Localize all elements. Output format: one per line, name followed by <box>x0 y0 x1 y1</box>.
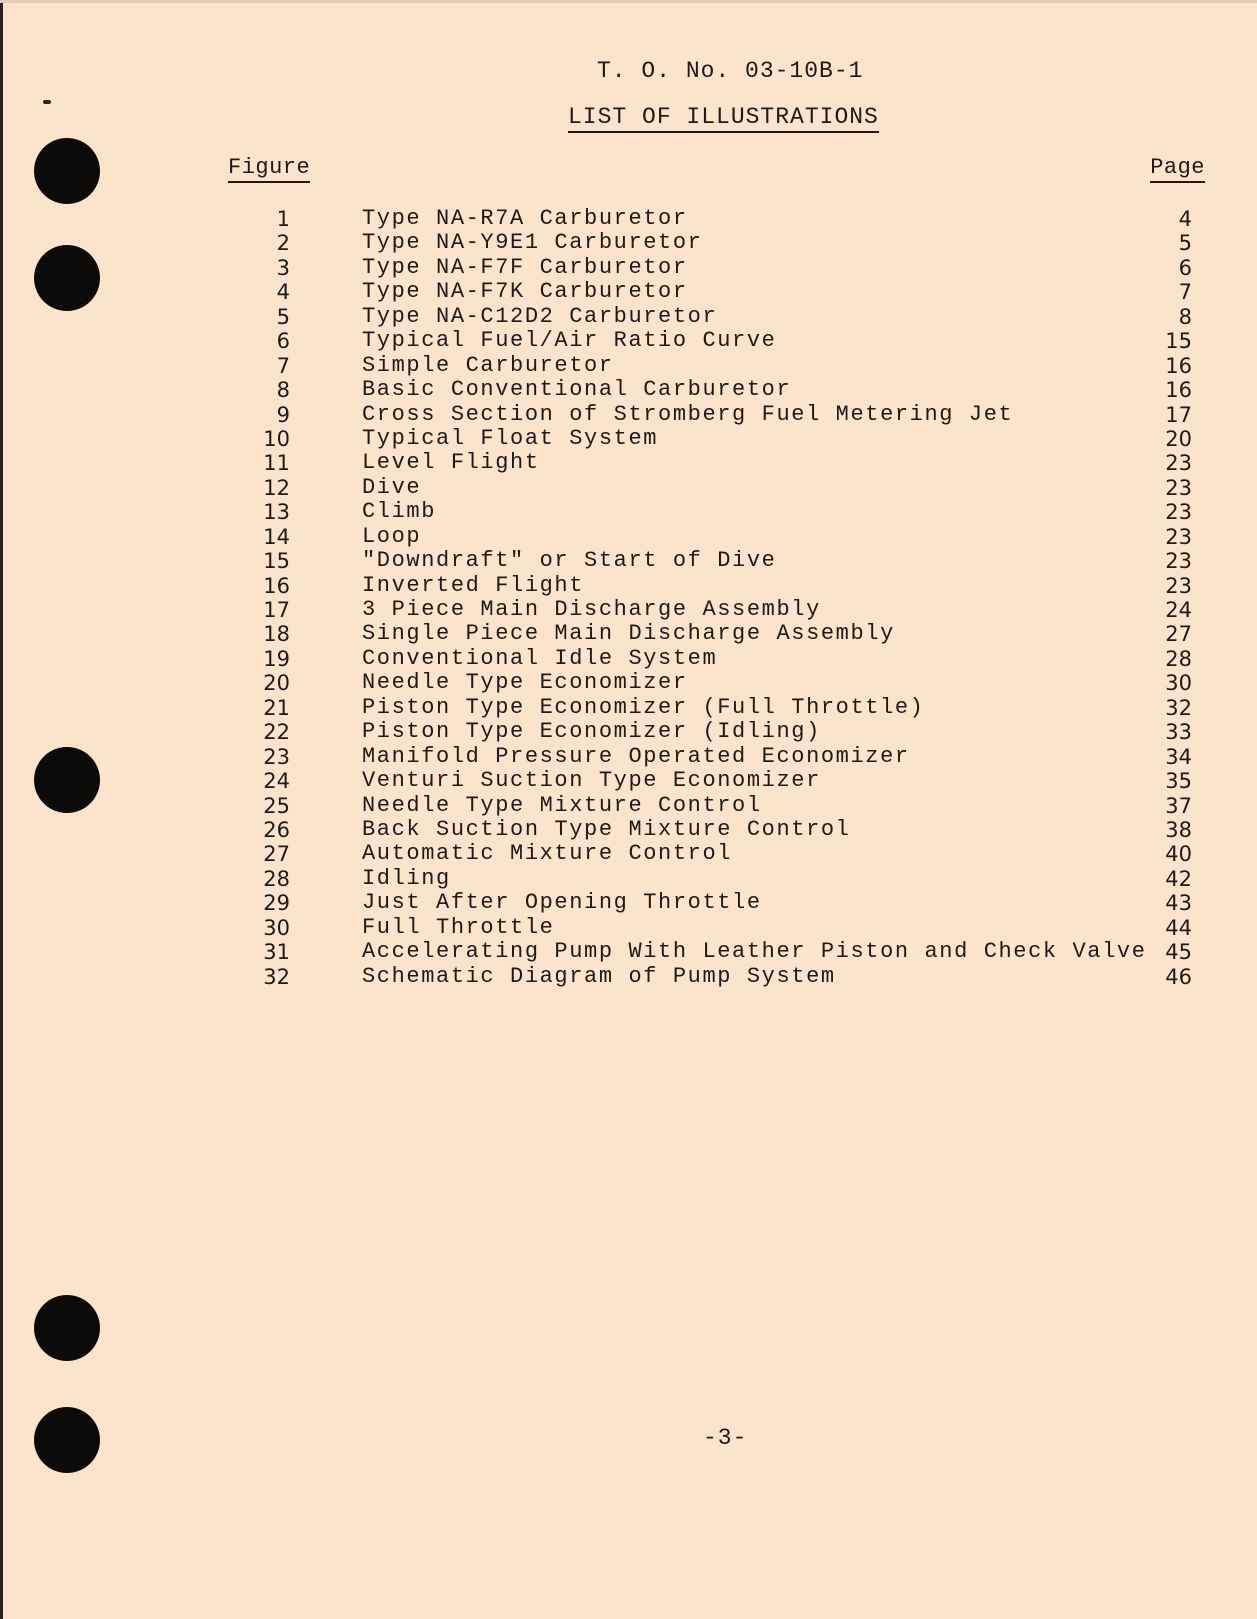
figure-number: 7 <box>276 353 290 378</box>
illustrations-list <box>0 207 1257 989</box>
page-number: 38 <box>1165 817 1192 842</box>
figure-title: Automatic Mixture Control <box>362 841 733 867</box>
figure-number: 20 <box>263 671 290 696</box>
figure-number: 1 <box>276 207 290 231</box>
list-item <box>0 842 1257 866</box>
page-number: 34 <box>1165 744 1192 769</box>
list-item <box>0 231 1257 255</box>
page-number: 23 <box>1165 475 1192 500</box>
page-number: 15 <box>1165 329 1192 354</box>
figure-title: Typical Float System <box>362 425 659 451</box>
list-item <box>0 769 1257 793</box>
page-number: 7 <box>1178 280 1192 305</box>
figure-number: 9 <box>276 402 290 427</box>
figure-number: 5 <box>276 304 290 329</box>
figure-number: 23 <box>263 744 290 769</box>
figure-title: Inverted Flight <box>362 572 585 598</box>
document-number: T. O. No. 03-10B-1 <box>597 58 864 84</box>
figure-title: Dive <box>362 474 422 500</box>
figure-number: 4 <box>276 280 290 305</box>
list-item <box>0 207 1257 231</box>
page-number: 4 <box>1178 207 1192 231</box>
punch-hole-5 <box>34 1407 100 1473</box>
figure-title: Needle Type Economizer <box>362 670 688 696</box>
list-item <box>0 574 1257 598</box>
page-number: 43 <box>1165 891 1192 916</box>
figure-number: 14 <box>263 524 290 549</box>
figure-number: 21 <box>263 695 290 720</box>
page-number: 44 <box>1165 915 1192 940</box>
page-number: 17 <box>1165 402 1192 427</box>
figure-title: Loop <box>362 523 422 549</box>
column-header-page: Page <box>1150 155 1205 183</box>
page-number: 42 <box>1165 866 1192 891</box>
list-item <box>0 622 1257 646</box>
list-item <box>0 794 1257 818</box>
figure-number: 15 <box>263 549 290 574</box>
page-number: 20 <box>1165 426 1192 451</box>
page-number: 35 <box>1165 769 1192 794</box>
list-item <box>0 696 1257 720</box>
list-item <box>0 647 1257 671</box>
figure-title: Type NA-C12D2 Carburetor <box>362 303 718 329</box>
figure-title: Schematic Diagram of Pump System <box>362 963 836 989</box>
figure-number: 24 <box>263 769 290 794</box>
list-item <box>0 427 1257 451</box>
figure-title: Needle Type Mixture Control <box>362 792 762 818</box>
figure-title: Type NA-Y9E1 Carburetor <box>362 230 703 256</box>
figure-title: Piston Type Economizer (Idling) <box>362 719 821 745</box>
list-item <box>0 549 1257 573</box>
figure-number: 6 <box>276 329 290 354</box>
page-number: 37 <box>1165 793 1192 818</box>
page-number: 23 <box>1165 500 1192 525</box>
page-number: 16 <box>1165 378 1192 403</box>
figure-number: 8 <box>276 378 290 403</box>
figure-number: 18 <box>263 622 290 647</box>
page-number: 23 <box>1165 573 1192 598</box>
figure-number: 30 <box>263 915 290 940</box>
list-item <box>0 329 1257 353</box>
list-item <box>0 451 1257 475</box>
figure-title: 3 Piece Main Discharge Assembly <box>362 597 821 622</box>
figure-title: Simple Carburetor <box>362 352 614 378</box>
list-item <box>0 525 1257 549</box>
figure-title: Just After Opening Throttle <box>362 890 762 916</box>
list-item <box>0 867 1257 891</box>
list-item <box>0 256 1257 280</box>
list-item <box>0 476 1257 500</box>
punch-hole-4 <box>34 1295 100 1361</box>
figure-number: 25 <box>263 793 290 818</box>
figure-number: 2 <box>276 231 290 256</box>
page-edge-top <box>0 0 1257 3</box>
page-number: 30 <box>1165 671 1192 696</box>
figure-title: Type NA-F7K Carburetor <box>362 279 688 305</box>
figure-number: 29 <box>263 891 290 916</box>
page-number: 6 <box>1178 255 1192 280</box>
page-number: 40 <box>1165 842 1192 867</box>
list-item <box>0 940 1257 964</box>
figure-title: Climb <box>362 499 437 525</box>
figure-title: Basic Conventional Carburetor <box>362 377 792 403</box>
list-item <box>0 916 1257 940</box>
list-item <box>0 720 1257 744</box>
page-number: 23 <box>1165 549 1192 574</box>
figure-title: Level Flight <box>362 450 540 476</box>
list-item <box>0 280 1257 304</box>
figure-title: Conventional Idle System <box>362 645 718 671</box>
figure-number: 13 <box>263 500 290 525</box>
list-item <box>0 965 1257 989</box>
page-number: 27 <box>1165 622 1192 647</box>
page-number: 23 <box>1165 524 1192 549</box>
list-item <box>0 354 1257 378</box>
figure-number: 22 <box>263 720 290 745</box>
figure-number: 12 <box>263 475 290 500</box>
figure-title: Type NA-R7A Carburetor <box>362 206 688 231</box>
page-number: 24 <box>1165 598 1192 622</box>
page-footer-number: -3- <box>703 1425 748 1451</box>
list-item <box>0 500 1257 524</box>
figure-number: 3 <box>276 255 290 280</box>
list-item <box>0 305 1257 329</box>
page-number: 28 <box>1165 646 1192 671</box>
page-number: 33 <box>1165 720 1192 745</box>
list-item <box>0 891 1257 915</box>
page-number: 5 <box>1178 231 1192 256</box>
page-number: 16 <box>1165 353 1192 378</box>
figure-title: Typical Fuel/Air Ratio Curve <box>362 328 777 354</box>
page-number: 46 <box>1165 964 1192 989</box>
figure-number: 17 <box>263 598 290 622</box>
figure-title: Accelerating Pump With Leather Piston and Check Valve <box>362 939 1147 965</box>
list-item <box>0 403 1257 427</box>
page-number: 23 <box>1165 451 1192 476</box>
figure-number: 26 <box>263 817 290 842</box>
figure-title: Manifold Pressure Operated Economizer <box>362 743 910 769</box>
figure-number: 27 <box>263 842 290 867</box>
list-item <box>0 598 1257 622</box>
figure-number: 16 <box>263 573 290 598</box>
page-title: LIST OF ILLUSTRATIONS <box>568 105 879 133</box>
list-item <box>0 378 1257 402</box>
figure-title: Single Piece Main Discharge Assembly <box>362 621 895 647</box>
figure-number: 28 <box>263 866 290 891</box>
ink-mark <box>43 100 51 104</box>
figure-title: "Downdraft" or Start of Dive <box>362 548 777 574</box>
figure-number: 10 <box>263 426 290 451</box>
page-number: 8 <box>1178 304 1192 329</box>
list-item <box>0 671 1257 695</box>
figure-number: 11 <box>263 451 290 476</box>
figure-number: 31 <box>263 940 290 965</box>
punch-hole-1 <box>34 138 100 204</box>
column-header-figure: Figure <box>228 155 310 183</box>
list-item <box>0 745 1257 769</box>
figure-number: 32 <box>263 964 290 989</box>
page-number: 45 <box>1165 940 1192 965</box>
figure-title: Type NA-F7F Carburetor <box>362 254 688 280</box>
figure-title: Piston Type Economizer (Full Throttle) <box>362 694 925 720</box>
figure-title: Venturi Suction Type Economizer <box>362 768 821 794</box>
figure-title: Back Suction Type Mixture Control <box>362 816 851 842</box>
figure-title: Idling <box>362 865 451 891</box>
figure-number: 19 <box>263 646 290 671</box>
page-number: 32 <box>1165 695 1192 720</box>
figure-title: Full Throttle <box>362 914 555 940</box>
figure-title: Cross Section of Stromberg Fuel Metering Jet <box>362 401 1014 427</box>
list-item <box>0 818 1257 842</box>
